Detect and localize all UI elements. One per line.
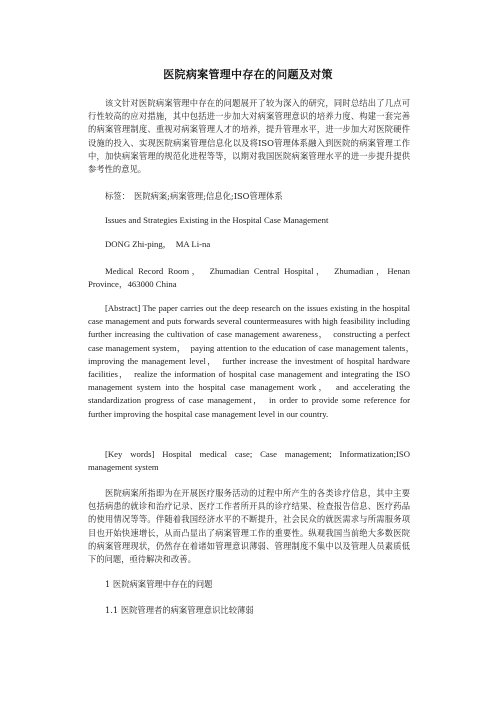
document-title: 医院病案管理中存在的问题及对策 [163, 68, 333, 81]
chinese-abstract: 该文针对医院病案管理中存在的问题展开了较为深入的研究，同时总结出了几点可行性较高的应对措施，其中包括进一步加大对病案管理意识的培养力度、构建一套完善的病案管理制度、重视对病案管理人才的培养，提升管理水平，进一步加大对医院硬件设施的投入、实现医院病案管理信息化以及将ISO管理体系融入到医院的病案管理工作中，加快病案管理的规范化进程等等，以期对我国医院病案管理水平的进一步提升提供参考性的意见。 [88, 98, 410, 175]
chinese-keywords: 标签： 医院病案;病案管理;信息化;ISO管理体系 [105, 191, 283, 201]
section-heading-1: 1 医院病案管理中存在的问题 [105, 579, 213, 589]
authors: DONG Zhi-ping， MA Li-na [105, 239, 211, 249]
english-keywords: [Key words] Hospital medical case; Case management; Informatization;ISO management system [88, 449, 410, 473]
affiliation: Medical Record Room， Zhumadian Central Hospital， Zhumadian，Henan Province，463000 China [88, 266, 410, 290]
section-heading-1-1: 1.1 医院管理者的病案管理意识比较薄弱 [105, 605, 254, 615]
english-title: Issues and Strategies Existing in the Hospital Case Management [105, 215, 329, 225]
english-abstract: [Abstract] The paper carries out the deep research on the issues existing in the hospital case management and puts forwards several countermeasures with high feasibility including further increasing the cultivation of case management awareness， constructing a perfect case management system， paying attention to the education of case management talents， improving the management level， further increase the investment of hospital hardware facilities， realize the information of hospital case management and integrating the ISO management system into the hospital case management work， and accelerating the standardization progress of case management， in order to provide some reference for further improving the hospital case management level in our country. [88, 303, 419, 419]
introduction-paragraph: 医院病案所指即为在开展医疗服务活动的过程中所产生的各类诊疗信息，其中主要包括病患的就诊和治疗记录、医疗工作者所开具的诊疗结果、检查报告信息、医疗药品的使用情况等等。伴随着我国经济水平的不断提升，社会民众的就医需求与所需服务项目也开始快速增长，从而凸显出了病案管理工作的重要性。纵观我国当前绝大多数医院的病案管理现状，仍然存在着诸如管理意识薄弱、管理制度不集中以及管理人员素质低下的问题，亟待解决和改善。 [88, 488, 410, 565]
